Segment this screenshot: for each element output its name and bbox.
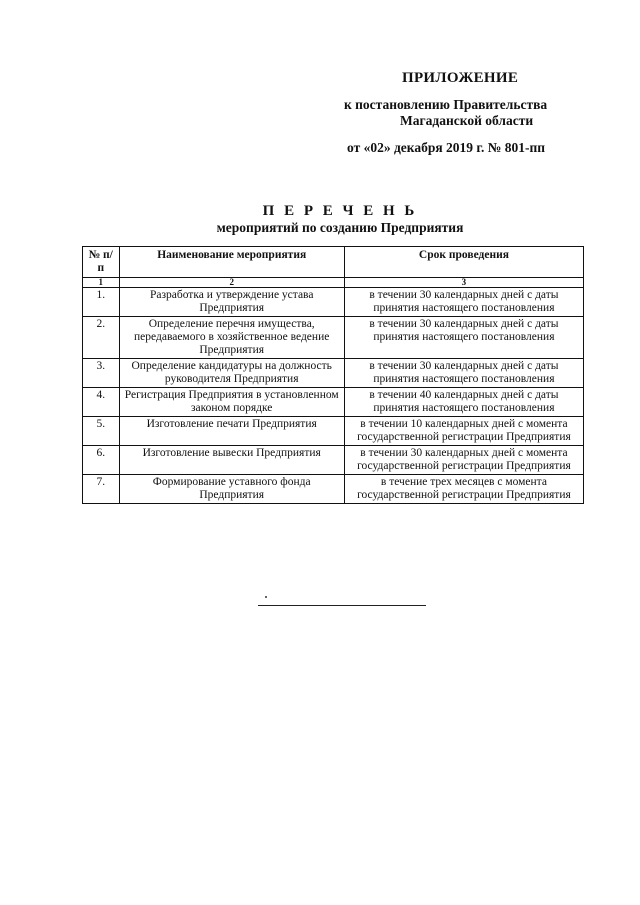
row-num: 6. — [83, 446, 120, 475]
table-row — [83, 388, 584, 417]
table-row — [83, 288, 584, 317]
row-num: 4. — [83, 388, 120, 417]
header-name: Наименование мероприятия — [119, 247, 344, 278]
row-name: Регистрация Предприятия в установленном законом порядке — [119, 388, 344, 417]
row-num: 5. — [83, 417, 120, 446]
measures-table — [82, 246, 584, 504]
row-name: Разработка и утверждение устава Предприятия — [119, 288, 344, 317]
row-num: 1. — [83, 288, 120, 317]
row-term: в течении 10 календарных дней с момента государственной регистрации Предприятия — [344, 417, 583, 446]
row-name: Определение кандидатуры на должность руководителя Предприятия — [119, 359, 344, 388]
appendix-line-1: к постановлению Правительства — [344, 97, 548, 112]
row-term: в течении 30 календарных дней с даты принятия настоящего постановления — [344, 359, 583, 388]
row-name: Формирование уставного фонда Предприятия — [119, 475, 344, 504]
appendix-line-2: Магаданской области — [400, 113, 534, 128]
row-num: 2. — [83, 317, 120, 359]
header-num: № п/п — [83, 247, 120, 278]
row-name: Изготовление вывески Предприятия — [119, 446, 344, 475]
row-term: в течении 30 календарных дней с даты принятия настоящего постановления — [344, 317, 583, 359]
appendix-title: ПРИЛОЖЕНИЕ — [402, 70, 519, 86]
column-index-1: 1 — [83, 278, 120, 288]
row-name: Изготовление печати Предприятия — [119, 417, 344, 446]
table-row — [83, 359, 584, 388]
document-subtitle: мероприятий по созданию Предприятия — [216, 220, 464, 235]
row-name: Определение перечня имущества, передаваемого в хозяйственное ведение Предприятия — [119, 317, 344, 359]
row-num: 7. — [83, 475, 120, 504]
appendix-date-line: от «02» декабря 2019 г. № 801-пп — [347, 140, 546, 155]
closing-rule — [258, 605, 426, 606]
row-term: в течении 30 календарных дней с даты принятия настоящего постановления — [344, 288, 583, 317]
table-row — [83, 446, 584, 475]
column-index-3: 3 — [344, 278, 583, 288]
header-term: Срок проведения — [344, 247, 583, 278]
document-title: П Е Р Е Ч Е Н Ь — [262, 203, 418, 219]
row-term: в течении 40 календарных дней с даты принятия настоящего постановления — [344, 388, 583, 417]
table-header-row — [83, 247, 584, 278]
row-num: 3. — [83, 359, 120, 388]
column-index-row — [83, 278, 584, 288]
column-index-2: 2 — [119, 278, 344, 288]
row-term: в течении 30 календарных дней с момента государственной регистрации Предприятия — [344, 446, 583, 475]
table-row — [83, 475, 584, 504]
stray-mark — [265, 596, 267, 598]
table-row — [83, 417, 584, 446]
row-term: в течение трех месяцев с момента государственной регистрации Предприятия — [344, 475, 583, 504]
table-row — [83, 317, 584, 359]
